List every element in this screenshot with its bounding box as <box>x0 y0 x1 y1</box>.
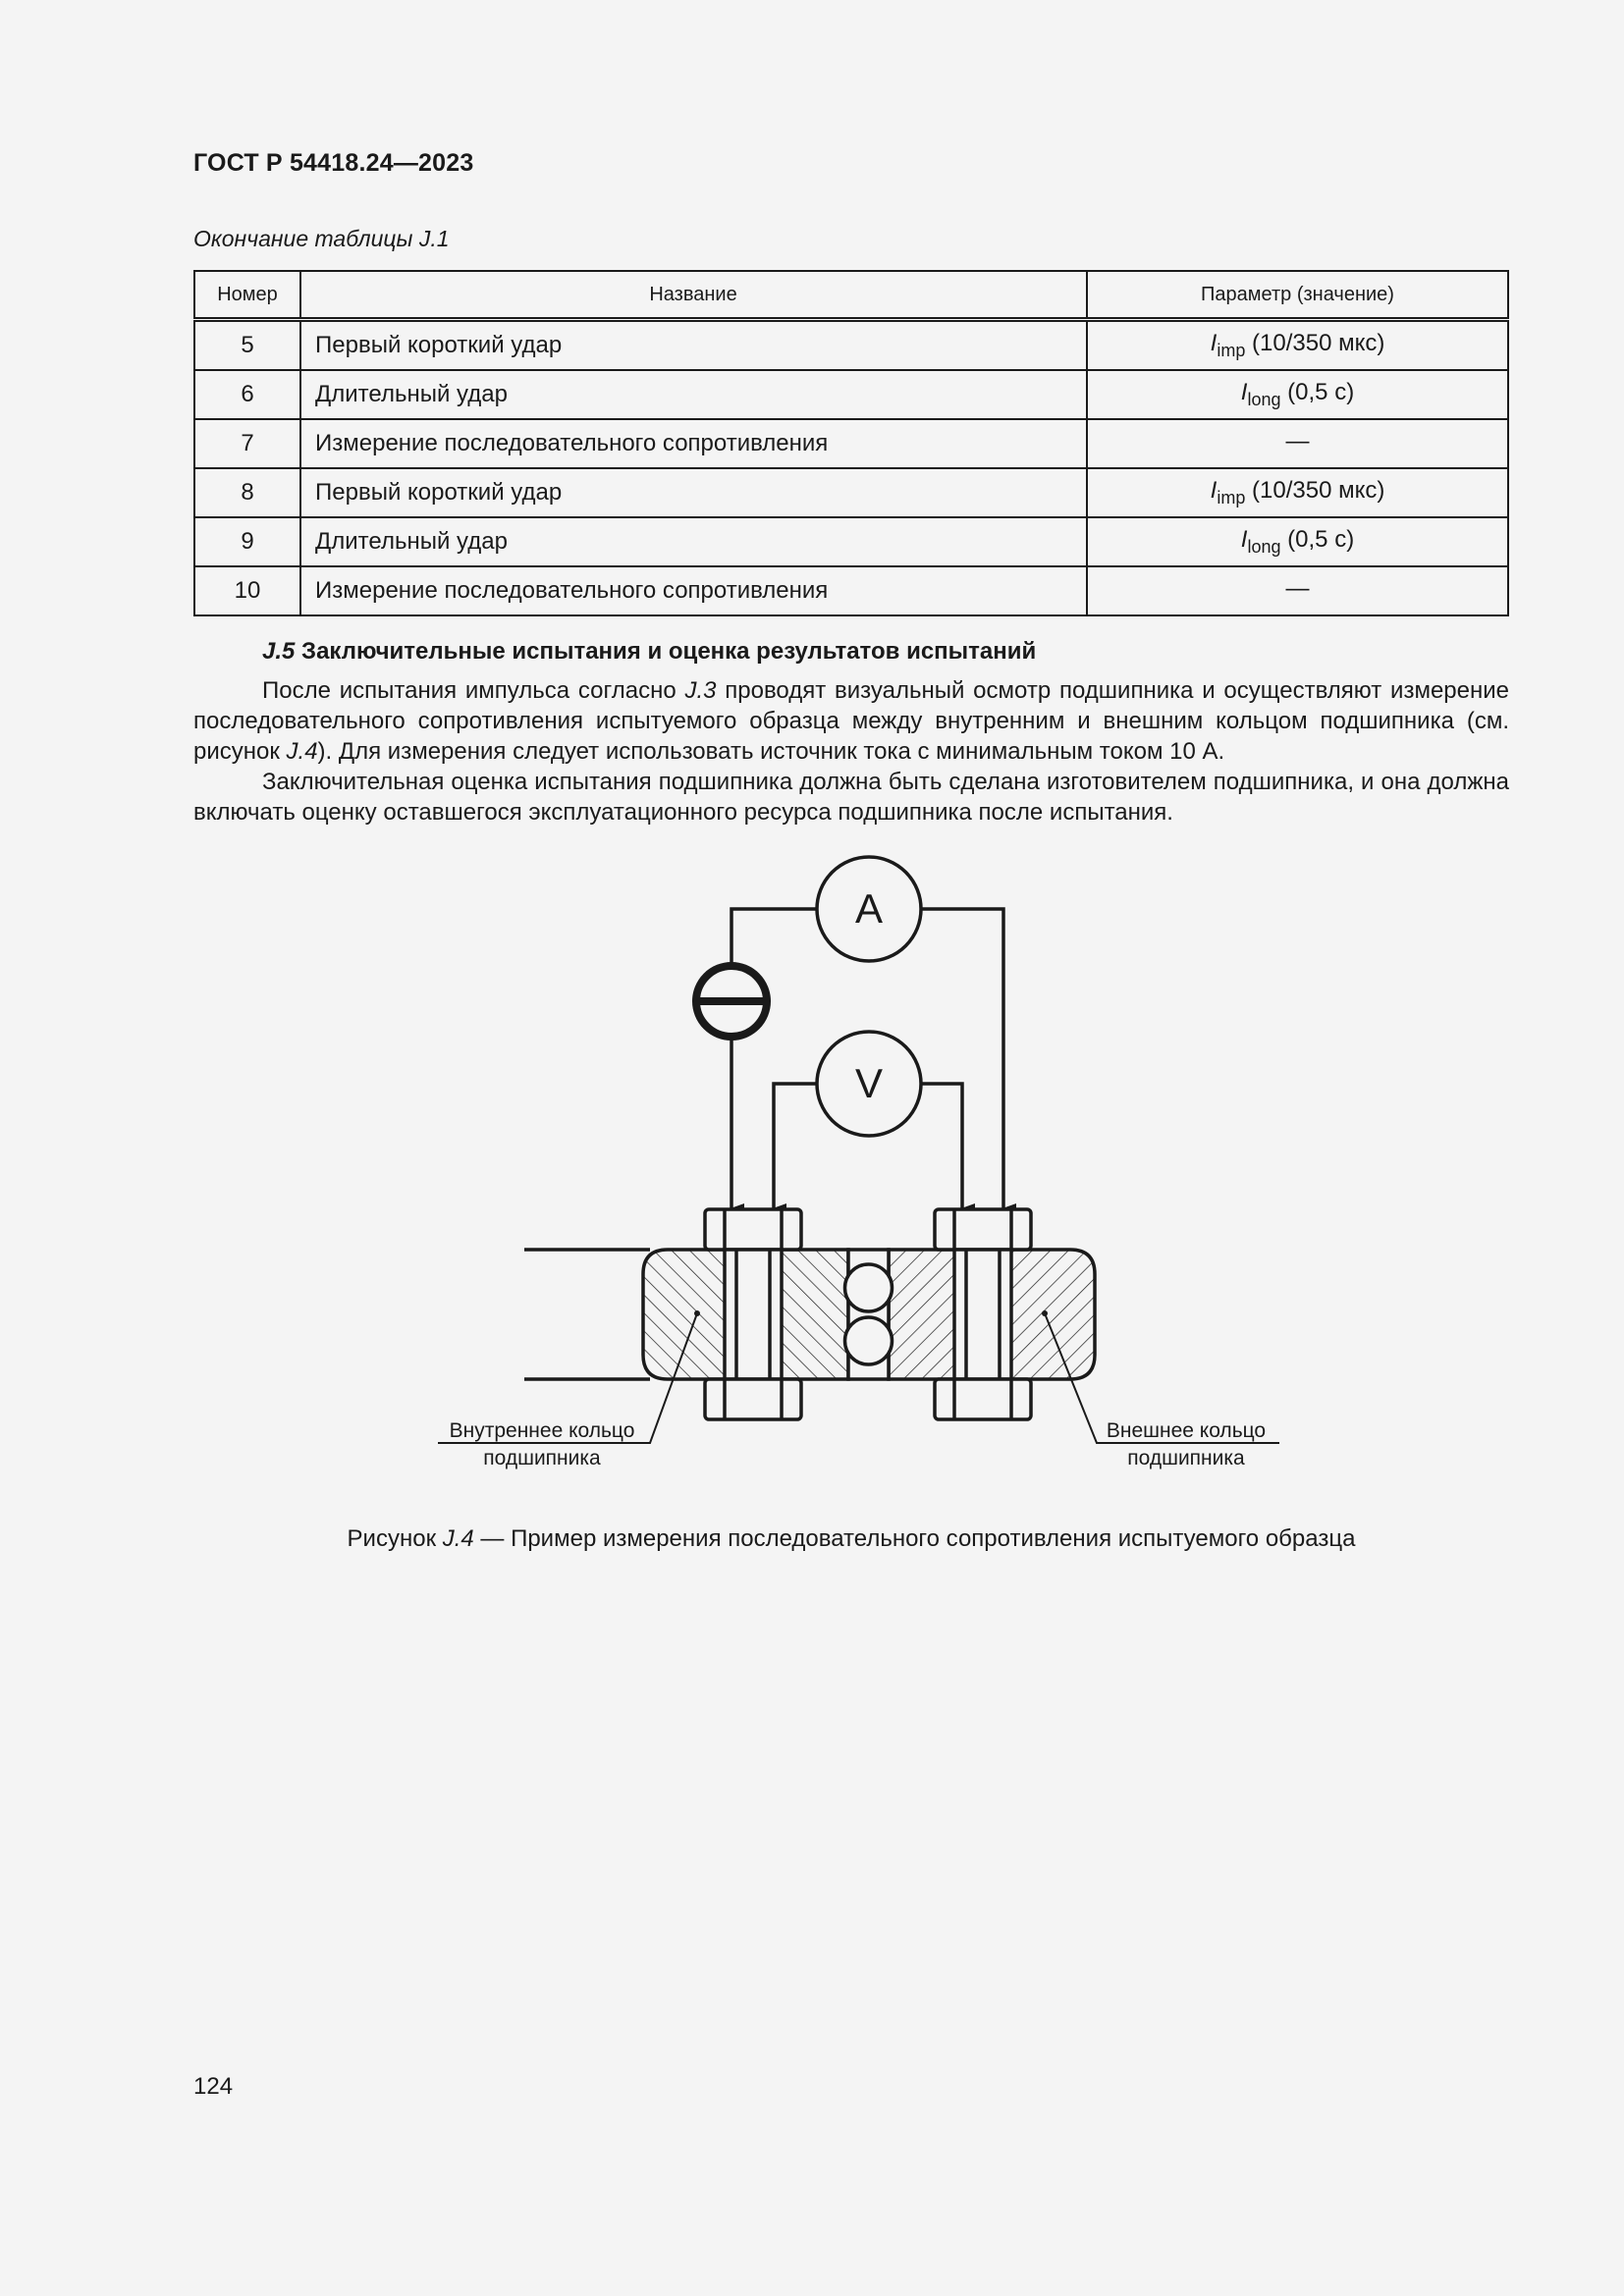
row-number: 8 <box>194 468 300 517</box>
row-number: 6 <box>194 370 300 419</box>
table-row <box>194 566 1508 615</box>
row-name: Длительный удар <box>300 517 1087 566</box>
section-number: J.5 <box>262 638 296 665</box>
outer-ring-label-line1: Внешнее кольцо <box>1106 1419 1267 1442</box>
parameter-value: (10/350 мкс) <box>1245 330 1385 357</box>
table-row <box>194 370 1508 419</box>
column-header-name: Название <box>300 271 1087 320</box>
paragraph-1-text-a: После испытания импульса согласно <box>262 677 685 704</box>
column-header-number: Номер <box>194 271 300 320</box>
paragraph-1-text-c: ). Для измерения следует использовать источник тока с минимальным током 10 А. <box>317 738 1225 765</box>
row-number: 5 <box>194 320 300 371</box>
parameter-symbol: I <box>1240 526 1248 554</box>
row-parameter <box>1087 320 1508 371</box>
ball-top <box>845 1264 893 1311</box>
parameter-value: — <box>1285 575 1310 603</box>
parameter-symbol: I <box>1210 477 1218 505</box>
ammeter-label: A <box>854 885 884 932</box>
row-name: Первый короткий удар <box>300 468 1087 517</box>
figure-caption-ref: J.4 <box>442 1525 474 1552</box>
page-number: 124 <box>193 2073 234 2100</box>
parameters-table <box>193 270 1509 616</box>
figure-caption-prefix: Рисунок <box>347 1525 443 1552</box>
section-heading <box>262 638 1036 666</box>
table-header-row <box>194 271 1508 320</box>
row-number: 10 <box>194 566 300 615</box>
parameter-value: (0,5 с) <box>1280 526 1355 554</box>
section-title: Заключительные испытания и оценка результатов испытаний <box>301 638 1037 665</box>
table-row <box>194 517 1508 566</box>
parameter-symbol: I <box>1210 330 1218 357</box>
table-row <box>194 468 1508 517</box>
inner-ring-label-line1: Внутреннее кольцо <box>449 1419 635 1442</box>
row-parameter <box>1087 517 1508 566</box>
row-number: 7 <box>194 419 300 468</box>
parameter-subscript: long <box>1247 536 1281 557</box>
table-row <box>194 320 1508 371</box>
row-parameter <box>1087 419 1508 468</box>
voltmeter-label: V <box>854 1060 884 1106</box>
parameter-subscript: long <box>1247 389 1281 409</box>
parameter-value: (10/350 мкс) <box>1245 477 1385 505</box>
parameter-subscript: imp <box>1217 487 1246 507</box>
row-parameter <box>1087 468 1508 517</box>
outer-ring-label-line2: подшипника <box>1127 1447 1245 1469</box>
reference-j4: J.4 <box>286 738 318 765</box>
paragraph-2: Заключительная оценка испытания подшипника должна быть сделана изготовителем подшипника, и она должна включать оценку оставшегося эксплуатационного ресурса подшипника после испытания. <box>193 769 1509 826</box>
figure-caption <box>0 1525 1624 1553</box>
parameter-value: (0,5 с) <box>1280 379 1355 406</box>
row-name: Длительный удар <box>300 370 1087 419</box>
reference-j3: J.3 <box>684 677 717 704</box>
ball-bottom <box>845 1317 893 1364</box>
row-number: 9 <box>194 517 300 566</box>
parameter-value: — <box>1285 428 1310 455</box>
column-header-parameter: Параметр (значение) <box>1087 271 1508 320</box>
paragraph-1 <box>193 675 1509 767</box>
row-name: Измерение последовательного сопротивления <box>300 419 1087 468</box>
paragraph-1-text-b: проводят визуальный осмотр подшипника и осуществляют измерение последовательного сопротивления испытуемого образца между внутренним и внешним кольцом подшипника (см. рисунок <box>193 677 1510 765</box>
table-caption: Окончание таблицы J.1 <box>193 226 450 251</box>
measurement-diagram <box>373 844 1296 1492</box>
inner-ring-label-line2: подшипника <box>483 1447 601 1469</box>
parameter-subscript: imp <box>1217 340 1246 360</box>
row-parameter <box>1087 370 1508 419</box>
table-row <box>194 419 1508 468</box>
figure-caption-text: — Пример измерения последовательного сопротивления испытуемого образца <box>473 1525 1356 1552</box>
row-parameter <box>1087 566 1508 615</box>
row-name: Измерение последовательного сопротивления <box>300 566 1087 615</box>
parameter-symbol: I <box>1240 379 1248 406</box>
row-name: Первый короткий удар <box>300 320 1087 371</box>
page-header: ГОСТ Р 54418.24—2023 <box>193 149 474 177</box>
